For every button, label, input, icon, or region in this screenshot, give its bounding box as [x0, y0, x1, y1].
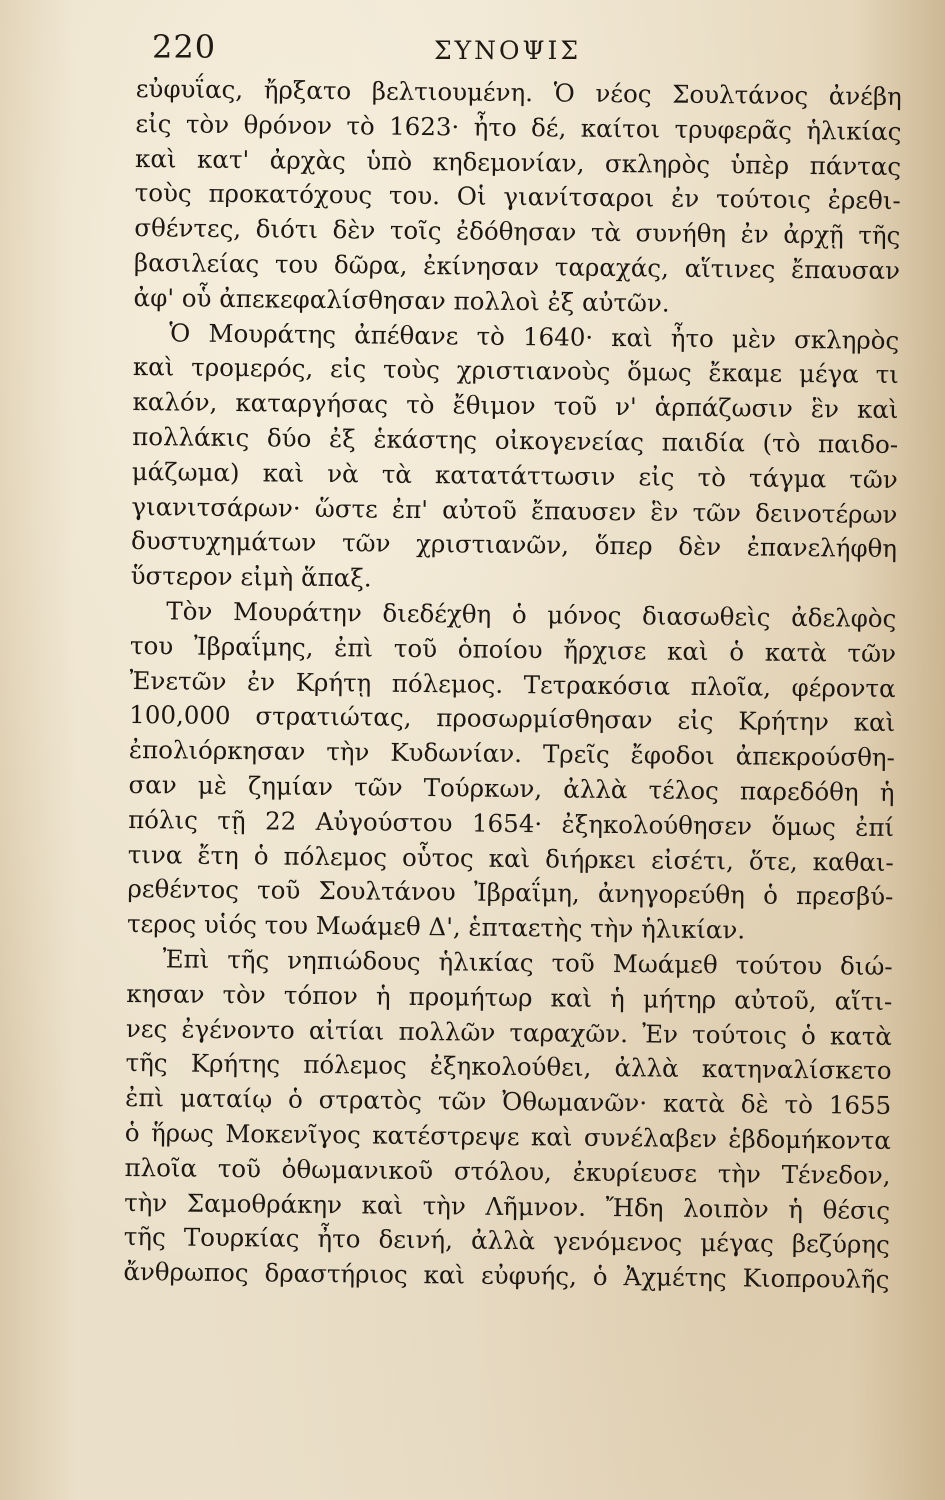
text-line: του Ἰβραΐμης, ἐπὶ τοῦ ὁποίου ἤρχισε καὶ ὁ κατὰ τῶν	[129, 630, 897, 668]
text-line: γιανιτσάρων· ὥστε ἐπ' αὐτοῦ ἔπαυσεν ἓν τῶν δεινοτέρων	[131, 491, 898, 529]
text-line: εὐφυΐας, ἤρξατο βελτιουμένη. Ὁ νέος Σουλτάνος ἀνέβη	[135, 73, 902, 112]
paragraph-start: Ὁ Μουράτης ἀπέθανε τὸ 1640· καὶ ἦτο μὲν σκληρὸς	[169, 317, 900, 355]
text-line: τῆς Τουρκίας ἦτο δεινή, ἀλλὰ γενόμενος μέγας βεζύρης	[123, 1222, 890, 1260]
text-line: σαν μὲ ζημίαν τῶν Τούρκων, ἀλλὰ τέλος παρεδόθη ἡ	[128, 769, 895, 807]
text-line: ἀφ' οὗ ἀπεκεφαλίσθησαν πολλοὶ ἐξ αὐτῶν.	[133, 282, 670, 318]
text-line: Ἐνετῶν ἐν Κρήτῃ πόλεμος. Τετρακόσια πλοῖα, φέροντα	[129, 665, 896, 703]
text-line: τινα ἔτη ὁ πόλεμος οὗτος καὶ διήρκει εἰσέτι, ὅτε, καθαι-	[127, 839, 894, 877]
text-line: πολλάκις δύο ἐξ ἑκάστης οἰκογενείας παιδία (τὸ παιδο-	[132, 421, 899, 459]
text-line: νες ἐγένοντο αἰτίαι πολλῶν ταραχῶν. Ἐν τούτοις ὁ κατὰ	[125, 1013, 893, 1051]
text-line: βασιλείας του δῶρα, ἐκίνησαν ταραχάς, αἵτινες ἔπαυσαν	[133, 247, 901, 285]
text-line: τὴν Σαμοθράκην καὶ τὴν Λῆμνον. Ἤδη λοιπὸν ἡ θέσις	[124, 1187, 891, 1225]
body-text	[123, 72, 902, 1298]
page-number: 220	[152, 28, 217, 66]
text-line: 100,000 στρατιώτας, προσωρμίσθησαν εἰς Κρήτην καὶ	[129, 700, 896, 738]
text-line: εἰς τὸν θρόνον τὸ 1623· ἦτο δέ, καίτοι τρυφερᾶς ἡλικίας	[135, 108, 902, 146]
text-line: καὶ τρομερός, εἰς τοὺς χριστιανοὺς ὅμως ἔκαμε μέγα τι	[132, 352, 900, 390]
text-line: ἐπολιόρκησαν τὴν Κυδωνίαν. Τρεῖς ἔφοδοι ἀπεκρούσθη-	[128, 735, 896, 773]
text-line: πόλις τῇ 22 Αὐγούστου 1654· ἐξηκολούθησεν ὅμως ἐπί	[128, 804, 895, 842]
page-header	[0, 28, 945, 68]
text-line: ἄνθρωπος δραστήριος καὶ εὐφυής, ὁ Ἀχμέτης Κιοπρουλῆς	[123, 1257, 890, 1295]
paragraph-start: Τὸν Μουράτην διεδέχθη ὁ μόνος διασωθεὶς ἀδελφὸς	[166, 596, 897, 633]
text-line: ρεθέντος τοῦ Σουλτάνου Ἰβραΐμη, ἀνηγορεύθη ὁ πρεσβύ-	[127, 874, 894, 912]
text-line: τερος υἱός του Μωάμεθ Δ', ἑπταετὴς τὴν ἡλικίαν.	[126, 909, 746, 945]
text-line: καλόν, καταργήσας τὸ ἔθιμον τοῦ ν' ἁρπάζωσιν ἓν καὶ	[132, 387, 899, 425]
text-line: ὁ ἥρως Μοκενῖγος κατέστρεψε καὶ συνέλαβεν ἑβδομήκοντα	[124, 1117, 892, 1155]
text-line: σθέντες, διότι δὲν τοῖς ἐδόθησαν τὰ συνήθη ἐν ἀρχῇ τῆς	[134, 213, 901, 251]
text-line: δυστυχημάτων τῶν χριστιανῶν, ὅπερ δὲν ἐπανελήφθη	[130, 526, 898, 564]
running-head: ΣΥΝΟΨΙΣ	[433, 36, 582, 65]
text-line: καὶ κατ' ἀρχὰς ὑπὸ κηδεμονίαν, σκληρὸς ὑπὲρ πάντας	[134, 143, 902, 181]
text-line: τοὺς προκατόχους του. Οἱ γιανίτσαροι ἐν τούτοις ἐρεθι-	[134, 178, 901, 216]
text-line: τῆς Κρήτης πόλεμος ἐξηκολούθει, ἀλλὰ κατηναλίσκετο	[125, 1048, 892, 1086]
text-line: πλοῖα τοῦ ὀθωμανικοῦ στόλου, ἐκυρίευσε τὴν Τένεδον,	[124, 1152, 891, 1190]
text-line: ὕστερον εἰμὴ ἅπαξ.	[130, 561, 372, 593]
text-line: ἐπὶ ματαίῳ ὁ στρατὸς τῶν Ὀθωμανῶν· κατὰ δὲ τὸ 1655	[125, 1083, 892, 1121]
text-line: κησαν τὸν τόπον ἡ προμήτωρ καὶ ἡ μήτηρ αὐτοῦ, αἵτι-	[126, 978, 893, 1016]
paragraph-start: Ἐπὶ τῆς νηπιώδους ἡλικίας τοῦ Μωάμεθ τούτου διώ-	[162, 944, 893, 981]
text-line: μάζωμα) καὶ νὰ τὰ κατατάττωσιν εἰς τὸ τάγμα τῶν	[131, 456, 898, 494]
